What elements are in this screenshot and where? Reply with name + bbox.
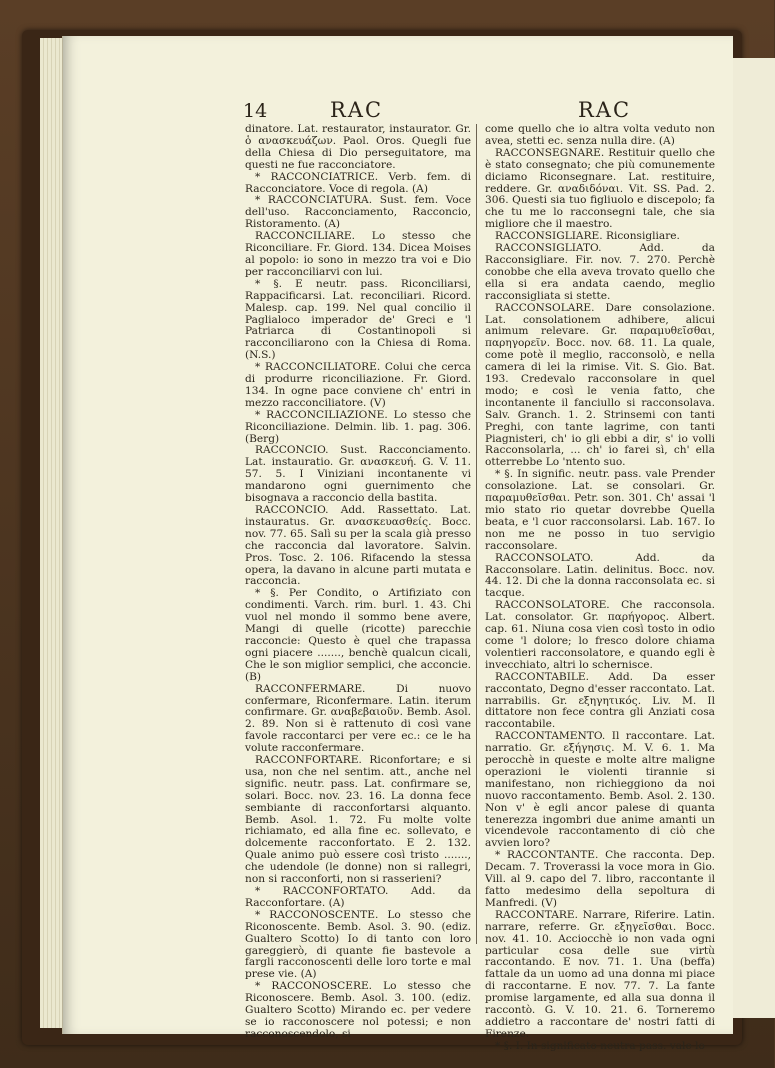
entry-paragraph: RACCONCILIARE. Lo stesso che Riconciliare. Fr. Giord. 134. Dicea Moises al popolo: io sono in mezzo tra voi e Dio per racconciliarvi con lui. [245, 230, 471, 278]
entry-paragraph: * RACCONOSCENTE. Lo stesso che Riconoscente. Bemb. Asol. 3. 90. (ediz. Gualtero Scotto) Io di tanto con loro gareggierò, di quante fie bastevole a fargli racconoscenti delle loro torte e mal prese vie. (A) [245, 908, 471, 981]
entry-paragraph: * RACCONCIATRICE. Verb. fem. di Racconciatore. Voce di regola. (A) [245, 170, 471, 195]
entry-paragraph: RACCONTARE. Narrare, Riferire. Latin. narrare, referre. Gr. εξηγεῖσθαι. Bocc. nov. 41. 10. Acciocchè io non vada ogni particular cosa delle sue virtù raccontando. E nov. 71. 1. Una (beffa) fattale da un uomo ad una donna mi piace di raccontarne. E nov. 77. 7. La fante promise largamente, ed alla sua donna il raccontò. G. V. 10. 21. 6. Torneremo addietro a raccontare de' nostri fatti di Firenze. [485, 908, 715, 1040]
entry-paragraph: RACCONTAMENTO. Il raccontare. Lat. narratio. Gr. εξήγησις. M. V. 6. 1. Ma perocchè in queste e molte altre maligne operazioni le violenti tirannie si manifestano, non richieggiono da noi nuovo raccontamento. Bemb. Asol. 2. 130. Non v' è egli ancor palese di quanta tenerezza ingombri due anime amanti un vicendevole raccontamento di ciò che avvien loro? [485, 730, 715, 850]
entry-paragraph: RACCONSEGNARE. Restituir quello che è stato consegnato; che più comunemente diciamo Riconsegnare. Lat. restituire, reddere. Gr. αναδιδόναι. Vit. SS. Pad. 2. 306. Questi sia tuo figliuolo e discepolo; fa che tu me lo racconsegni tale, che sia migliore che il maestro. [485, 146, 715, 231]
running-head-right: RAC [578, 98, 632, 122]
entry-paragraph: RACCONSOLATORE. Che racconsola. Lat. consolator. Gr. παρήγορος. Albert. cap. 61. Niuna cosa vien così tosto in odio come 'l dolore; lo fresco dolore chiama volentieri racconsolatore, e quando egli è invecchiato, altri lo schernisce. [485, 599, 715, 671]
entry-paragraph: * RACCONTANTE. Che racconta. Dep. Decam. 7. Troverassi la voce mora in Gio. Vill. al 9. capo del 7. libro, raccontante il fatto medesimo della sepoltura di Manfredi. (V) [485, 849, 715, 909]
column-divider [476, 124, 477, 944]
entry-paragraph: * §. I. In significato neutra pass. vale lo [495, 1039, 705, 1052]
entry-paragraph: * RACCONCILIAZIONE. Lo stesso che Riconciliazione. Delmin. lib. 1. pag. 306. (Berg) [245, 408, 471, 445]
entry-paragraph: * §. E neutr. pass. Riconciliarsi, Rappacificarsi. Lat. reconciliari. Ricord. Malesp. cap. 199. Nel qual concilio il Paglialoco imperador de' Greci e 'l Patriarca di Costantinopoli si racconciliarono con la Chiesa di Roma. (N.S.) [245, 277, 471, 362]
left-text-column [245, 123, 471, 1040]
entry-paragraph: RACCONTABILE. Add. Da esser raccontato, Degno d'esser raccontato. Lat. narrabilis. Gr. εξηγητικός. Liv. M. Il dittatore non fece contra gli Anziati cosa raccontabile. [485, 670, 715, 731]
entry-paragraph: * RACCONCIATURA. Sust. fem. Voce dell'uso. Racconciamento, Racconcio, Ristoramento. (A) [245, 194, 471, 231]
entry-paragraph: RACCONFORTARE. Riconfortare; e si usa, non che nel sentim. att., anche nel signific. neutr. pass. Lat. confirmare se, solari. Bocc. nov. 23. 16. La donna fece sembiante di racconfortarsi alquanto. Bemb. Asol. 1. 72. Fu molte volte richiamato, ed alla fine ec. sollevato, e dolcemente racconfortato. E 2. 132. Quale animo può essere così tristo ......., che udendole (le donne) non si rallegri, non si racconforti, non si rasserieni? [245, 754, 471, 886]
entry-paragraph: * RACCONCILIATORE. Colui che cerca di produrre riconciliazione. Fr. Giord. 134. In ogne pace conviene ch' entri in mezzo racconciliatore. (V) [245, 361, 471, 409]
page-number: 14 [243, 100, 268, 122]
entry-paragraph: RACCONSOLATO. Add. da Racconsolare. Latin. delinitus. Bocc. nov. 44. 12. Di che la donna racconsolata ec. si tacque. [485, 551, 715, 600]
entry-paragraph: come quello che io altra volta veduto non avea, stetti ec. senza nulla dire. (A) [485, 123, 715, 147]
entry-paragraph: * §. Per Condito, o Artifiziato con condimenti. Varch. rim. burl. 1. 43. Chi vuol nel mondo il sommo bene avere, Mangi di quelle (ricotte) parecchie racconcie: Questo è quel che trapassa ogni piacere ......., benchè qualcun cicali, Che le son miglior semplici, che acconcie. (B) [245, 587, 471, 683]
entry-paragraph: RACCONCIO. Sust. Racconciamento. Lat. instauratio. Gr. ανασκευή. G. V. 11. 57. 5. I Viniziani incontanente vi mandarono ogni guernimento che bisognava a racconcio della bastita. [245, 444, 471, 505]
entry-paragraph: * §. In signific. neutr. pass. vale Prender consolazione. Lat. se consolari. Gr. παραμυθεῖσθαι. Petr. son. 301. Ch' assai 'l mio stato rio quetar dovrebbe Quella beata, e 'l cuor racconsolarsi. Lab. 167. Io non me ne posso in tuo servigio racconsolare. [485, 468, 715, 552]
entry-paragraph: dinatore. Lat. restaurator, instaurator. Gr. ὁ ανασκευάζων. Paol. Oros. Quegli fue della Chiesa di Dio perseguitatore, ma questi ne fue racconciatore. [245, 123, 471, 171]
entry-paragraph: * RACCONFORTATO. Add. da Racconfortare. (A) [245, 885, 471, 909]
entry-paragraph: RACCONCIO. Add. Rassettato. Lat. instauratus. Gr. ανασκευασθείς. Bocc. nov. 77. 65. Salì su per la scala già presso che racconcia dal lavoratore. Salvin. Pros. Tosc. 2. 106. Rifacendo la stessa opera, la davano in alcune parti mutata e racconcia. [245, 504, 471, 588]
entry-paragraph: * RACCONOSCERE. Lo stesso che Riconoscere. Bemb. Asol. 3. 100. (ediz. Gualtero Scotto) Mirando ec. per vedere se io racconoscere nol potessi; e non racconoscendolo, si [245, 980, 471, 1040]
entry-paragraph: RACCONSOLARE. Dare consolazione. Lat. consolationem adhibere, alicui animum relevare. Gr. παραμυθεῖσθαι, παρηγορεῖν. Bocc. nov. 68. 11. La quale, come potè il meglio, racconsolò, e nella camera di lei la rimise. Vit. S. Gio. Bat. 193. Credevalo racconsolare in quel modo; e così le venia fatto, che incontanente il fanciullo si racconsolava. Salv. Granch. 1. 2. Strinsemi con tanti Preghi, con tante lagrime, con tanti Piagnisteri, ch' io gli ebbi a dir, s' io volli Racconsolarla, ... ch' io farei sì, ch' ella otterrebbe Lo 'ntento suo. [485, 301, 715, 469]
running-head-left: RAC [330, 98, 384, 122]
right-text-column [485, 123, 715, 1052]
entry-paragraph: RACCONFERMARE. Di nuovo confermare, Riconfermare. Latin. iterum confirmare. Gr. αναβεβαιοῦν. Bemb. Asol. 2. 89. Non si è rattenuto di così vane favole raccontarci per vere ec.: ce le ha volute racconfermare. [245, 682, 471, 755]
entry-paragraph: RACCONSIGLIATO. Add. da Racconsigliare. Fir. nov. 7. 270. Perchè conobbe che ella aveva trovato quello che ella si era andata caendo, meglio racconsigliata si stette. [485, 242, 715, 302]
entry-paragraph: RACCONSIGLIARE. Riconsigliare. [495, 230, 680, 243]
